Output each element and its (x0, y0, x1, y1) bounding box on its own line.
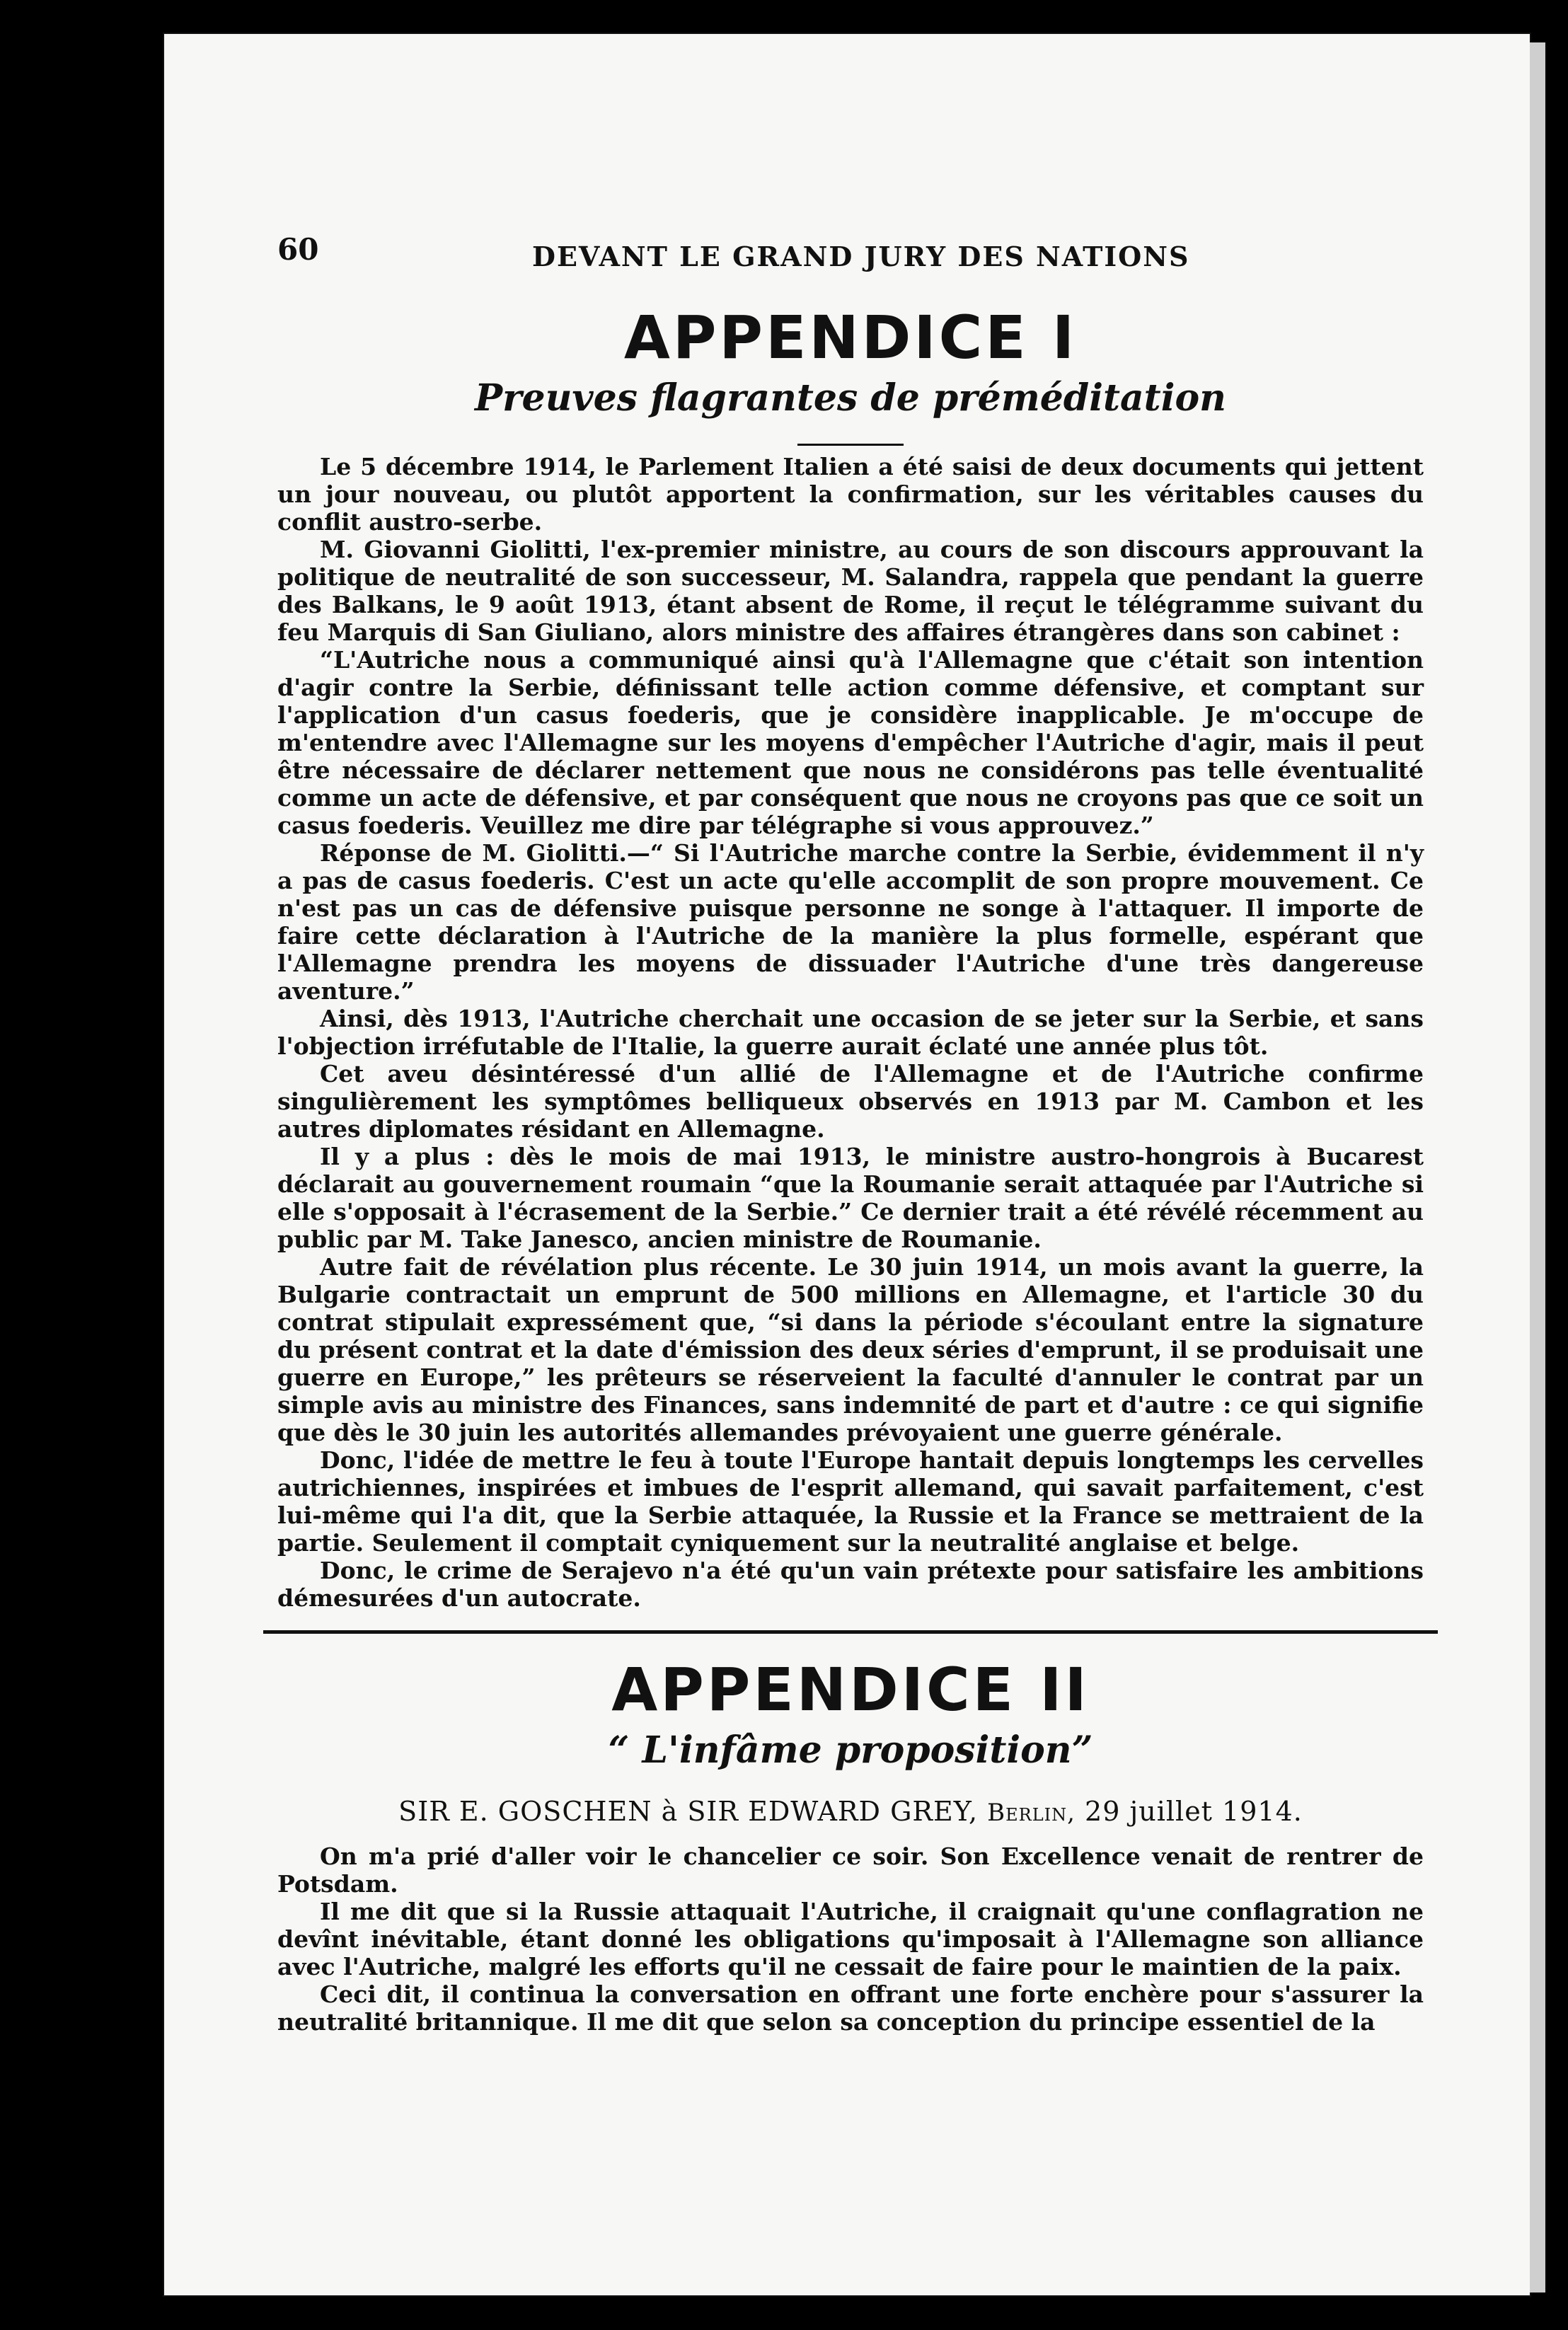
page-number: 60 (277, 232, 319, 267)
letter-correspondents: SIR E. GOSCHEN à SIR EDWARD GREY, (398, 1796, 979, 1827)
appendix-1-subtitle: Preuves flagrantes de préméditation (475, 376, 1226, 420)
appendix-2-subtitle: “ L'infâme proposition” (608, 1729, 1093, 1772)
paragraph: Donc, le crime de Serajevo n'a été qu'un vain prétexte pour satisfaire les ambitions démesurées d'un autocrate. (277, 1557, 1424, 1612)
paragraph: Il y a plus : dès le mois de mai 1913, le ministre austro-hongrois à Bucarest déclarait au gouvernement roumain “que la Roumanie serait attaquée par l'Autriche si elle s'opposait à l'écrasement de la Serbie.” Ce dernier trait a été révélé récemment au public par M. Take Janesco, ancien ministre de Roumanie. (277, 1143, 1424, 1253)
paragraph: “L'Autriche nous a communiqué ainsi qu'à l'Allemagne que c'était son intention d'agir contre la Serbie, définissant telle action comme défensive, et comptant sur l'application d'un casus foederis, que je considère inapplicable. Je m'occupe de m'entendre avec l'Allemagne sur les moyens d'empêcher l'Autriche d'agir, mais il peut être nécessaire de déclarer nettement que nous ne considérons pas telle éventualité comme un acte de défensive, et par conséquent que nous ne croyons pas que ce soit un casus foederis. Veuillez me dire par télégraphe si vous approuvez.” (277, 646, 1424, 839)
appendix-1-title: APPENDICE I (623, 303, 1078, 372)
paragraph: Donc, l'idée de mettre le feu à toute l'Europe hantait depuis longtemps les cervelles autrichiennes, inspirées et imbues de l'esprit allemand, qui savait parfaitement, c'est lui-même qui l'a dit, que la Serbie attaquée, la Russie et la France se mettraient de la partie. Seulement il comptait cyniquement sur la neutralité anglaise et belge. (277, 1446, 1424, 1557)
letter-place: Berlin, (987, 1799, 1076, 1827)
appendix-1-body (277, 453, 1424, 1612)
paragraph: Le 5 décembre 1914, le Parlement Italien a été saisi de deux documents qui jettent un jour nouveau, ou plutôt apportent la confirmation, sur les véritables causes du conflit austro-serbe. (277, 453, 1424, 536)
paragraph: On m'a prié d'aller voir le chancelier ce soir. Son Excellence venait de rentrer de Potsdam. (277, 1842, 1424, 1898)
paragraph: Ainsi, dès 1913, l'Autriche cherchait une occasion de se jeter sur la Serbie, et sans l'objection irréfutable de l'Italie, la guerre aurait éclaté une année plus tôt. (277, 1005, 1424, 1060)
paragraph: Réponse de M. Giolitti.—“ Si l'Autriche marche contre la Serbie, évidemment il n'y a pas de casus foederis. C'est un acte qu'elle accomplit de son propre mouvement. Ce n'est pas un cas de défensive puisque personne ne songe à l'attaquer. Il importe de faire cette déclaration à l'Autriche de la manière la plus formelle, espérant que l'Allemagne prendra les moyens de dissuader l'Autriche d'une très dangereuse aventure.” (277, 839, 1424, 1005)
appendix-2-title: APPENDICE II (611, 1655, 1090, 1724)
page-content (277, 232, 1424, 2036)
appendix-separator (263, 1630, 1438, 1634)
running-title: DEVANT LE GRAND JURY DES NATIONS (532, 241, 1190, 272)
letter-heading (277, 1796, 1424, 1827)
paragraph: M. Giovanni Giolitti, l'ex-premier ministre, au cours de son discours approuvant la politique de neutralité de son successeur, M. Salandra, rappela que pendant la guerre des Balkans, le 9 août 1913, étant absent de Rome, il reçut le télégramme suivant du feu Marquis di San Giuliano, alors ministre des affaires étrangères dans son cabinet : (277, 536, 1424, 646)
book-page (164, 34, 1530, 2295)
appendix-2-body (277, 1842, 1424, 2036)
paragraph: Cet aveu désintéressé d'un allié de l'Allemagne et de l'Autriche confirme singulièrement les symptômes belliqueux observés en 1913 par M. Cambon et les autres diplomates résidant en Allemagne. (277, 1060, 1424, 1143)
paragraph: Ceci dit, il continua la conversation en offrant une forte enchère pour s'assurer la neutralité britannique. Il me dit que selon sa conception du principe essentiel de la (277, 1980, 1424, 2036)
paragraph: Il me dit que si la Russie attaquait l'Autriche, il craignait qu'une conflagration ne devînt inévitable, étant donné les obligations qu'imposait à l'Allemagne son alliance avec l'Autriche, malgré les efforts qu'il ne cessait de faire pour le maintien de la paix. (277, 1898, 1424, 1980)
letter-date: 29 juillet 1914. (1085, 1796, 1303, 1827)
paragraph: Autre fait de révélation plus récente. Le 30 juin 1914, un mois avant la guerre, la Bulgarie contractait un emprunt de 500 millions en Allemagne, et l'article 30 du contrat stipulait expressément que, “si dans la période s'écoulant entre la signature du présent contrat et la date d'émission des deux séries d'emprunt, il se produisait une guerre en Europe,” les prêteurs se réserveient la faculté d'annuler le contrat par un simple avis au ministre des Finances, sans indemnité de part et d'autre : ce qui signifie que dès le 30 juin les autorités allemandes prévoyaient une guerre générale. (277, 1253, 1424, 1446)
page-edge (1530, 42, 1545, 2292)
running-head (277, 232, 1424, 282)
section-divider (797, 444, 904, 446)
